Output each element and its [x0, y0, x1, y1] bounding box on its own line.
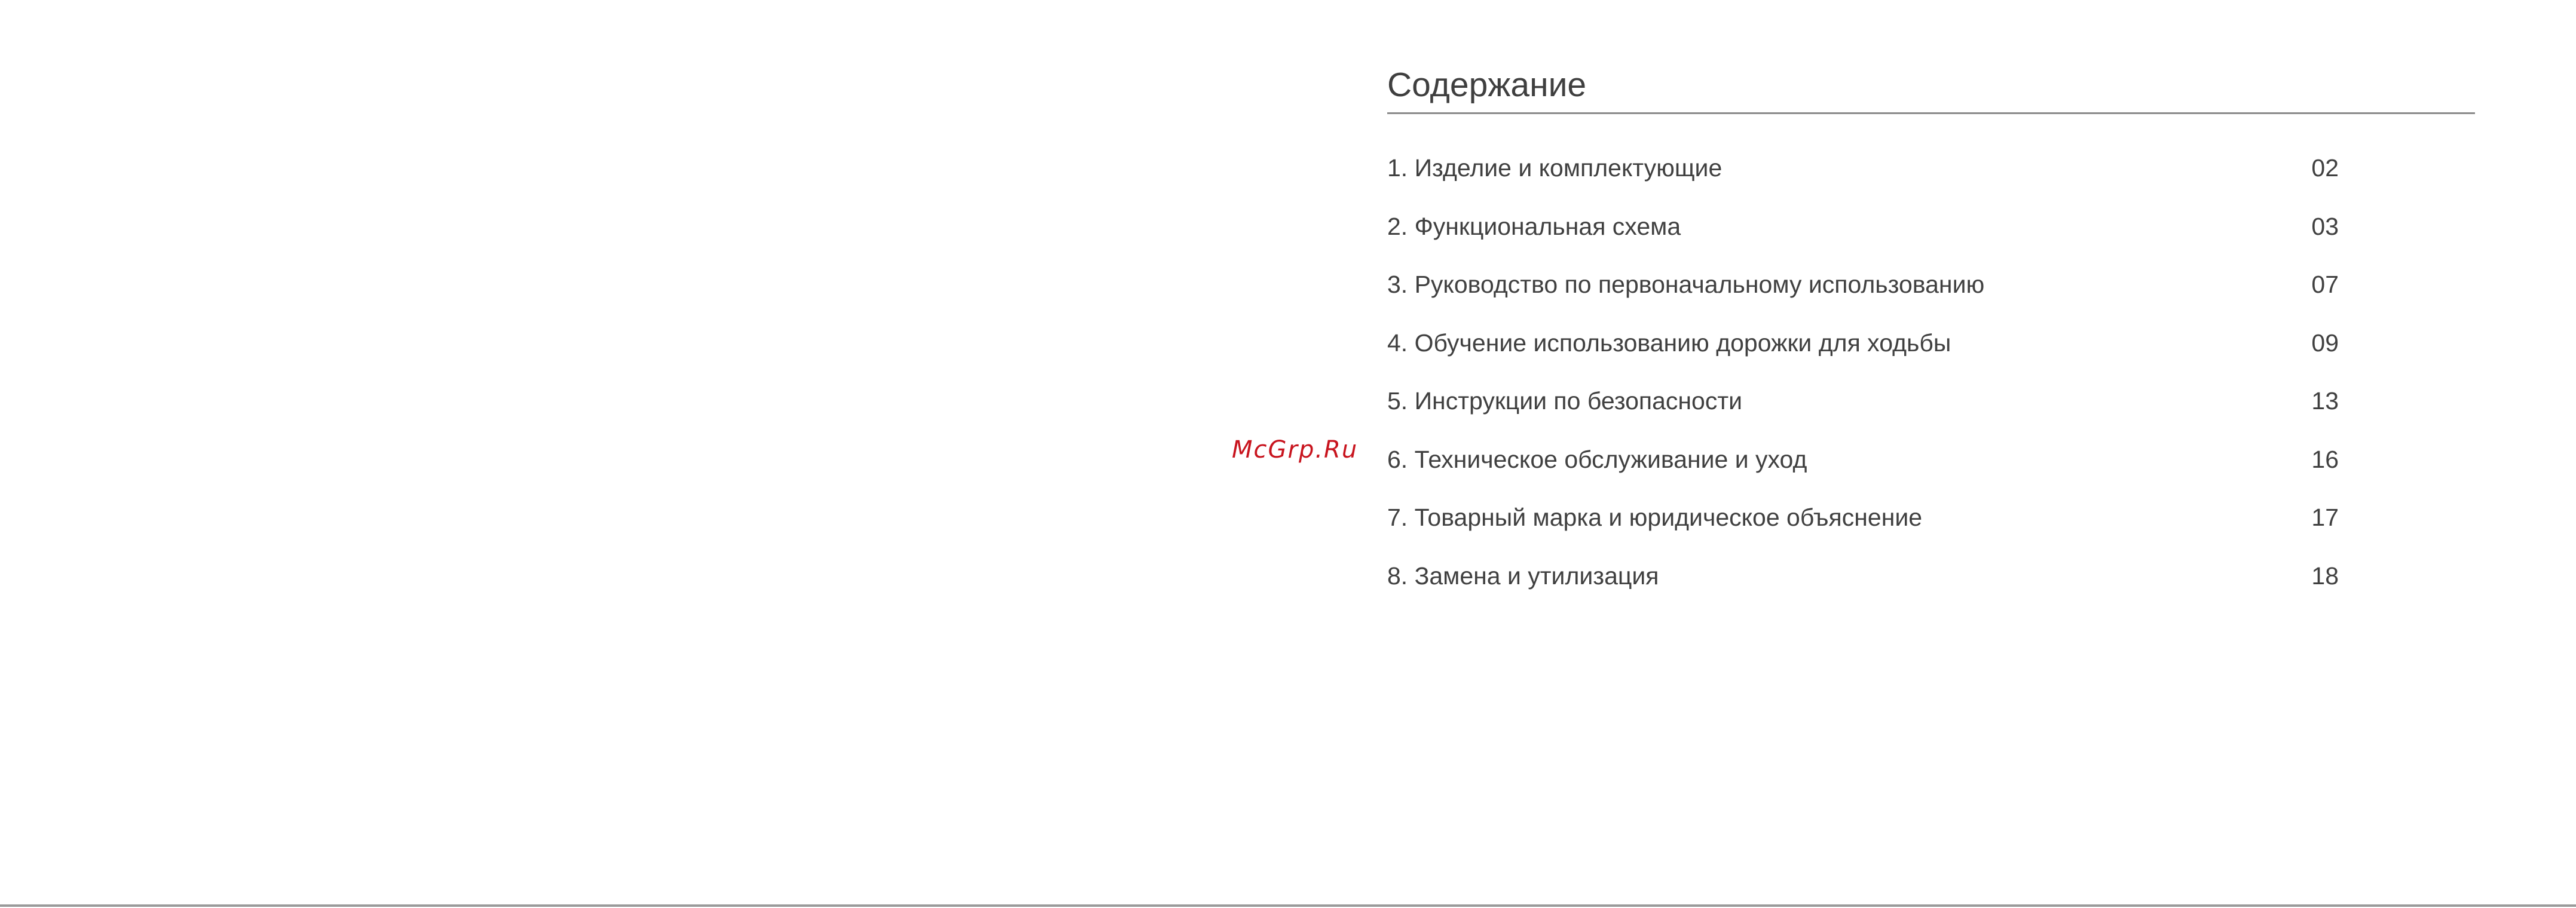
toc-entry-label: 7. Товарный марка и юридическое объяснение — [1387, 504, 1923, 531]
toc-entry-4[interactable] — [1387, 319, 2475, 378]
toc-entry-page: 03 — [2311, 212, 2339, 240]
toc-entry-page: 02 — [2311, 154, 2339, 182]
toc-entry-label: 6. Техническое обслуживание и уход — [1387, 445, 1807, 473]
toc-entry-label: 1. Изделие и комплектующие — [1387, 154, 1723, 182]
toc-entry-page: 18 — [2311, 562, 2339, 590]
toc-entry-label: 5. Инструкции по безопасности — [1387, 387, 1743, 415]
toc-entry-1[interactable] — [1387, 144, 2475, 203]
table-of-contents — [1387, 65, 2475, 610]
toc-entry-3[interactable] — [1387, 260, 2475, 319]
toc-entry-label: 3. Руководство по первоначальному использованию — [1387, 271, 1985, 298]
toc-entry-label: 4. Обучение использованию дорожки для ходьбы — [1387, 329, 1951, 357]
toc-title: Содержание — [1387, 65, 2475, 114]
toc-entry-page: 09 — [2311, 329, 2339, 357]
toc-entry-label: 8. Замена и утилизация — [1387, 562, 1659, 590]
toc-entry-label: 2. Функциональная схема — [1387, 212, 1681, 240]
toc-entry-page: 07 — [2311, 271, 2339, 298]
page-bottom-divider — [0, 904, 2576, 907]
toc-entry-8[interactable] — [1387, 552, 2475, 611]
toc-entry-7[interactable] — [1387, 493, 2475, 552]
watermark-text: McGrp.Ru — [1232, 436, 1359, 464]
toc-entry-6[interactable] — [1387, 435, 2475, 494]
toc-list — [1387, 144, 2475, 610]
toc-entry-2[interactable] — [1387, 203, 2475, 261]
toc-entry-page: 13 — [2311, 387, 2339, 415]
toc-entry-page: 16 — [2311, 445, 2339, 473]
toc-entry-page: 17 — [2311, 504, 2339, 531]
toc-entry-5[interactable] — [1387, 377, 2475, 435]
